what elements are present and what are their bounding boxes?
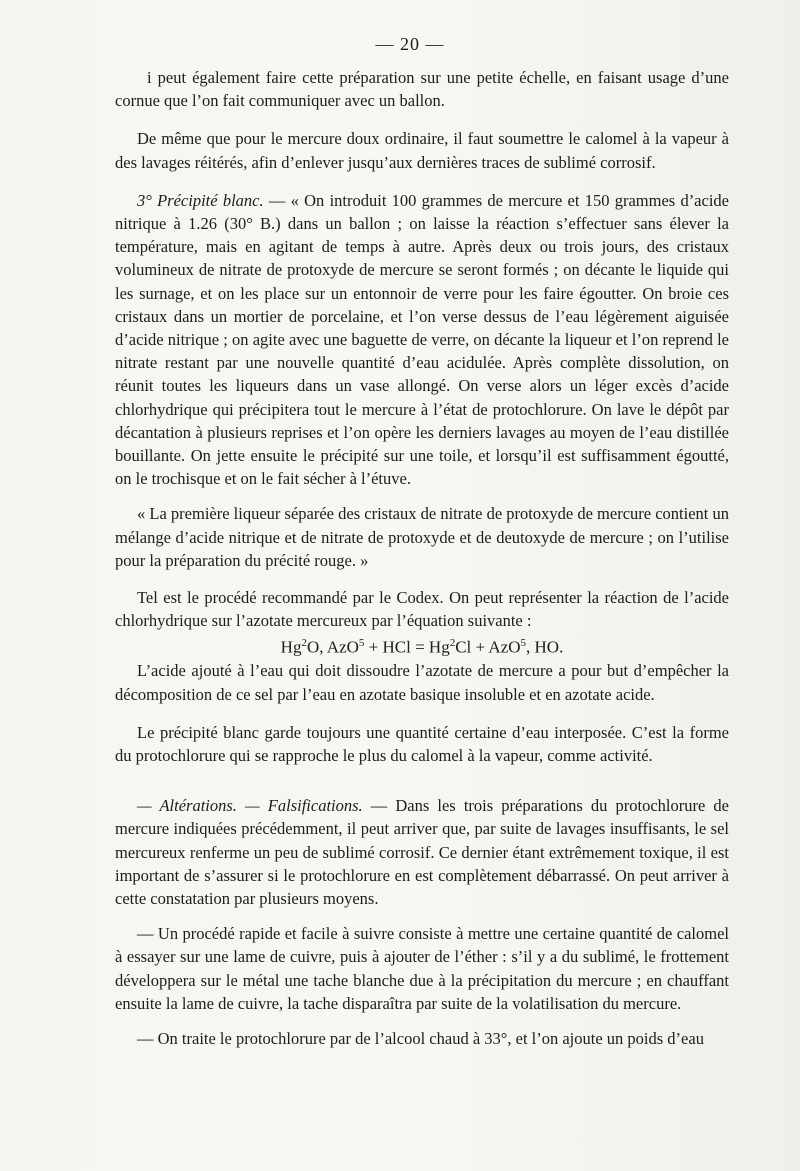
paragraph-1: i peut également faire cette préparation sur une petite échelle, en faisant usage d’une cornue que l’on fait communiquer avec un ballon. xyxy=(115,68,729,111)
page-number: — 20 — xyxy=(375,34,445,54)
paragraph-3-text: — « On introduit 100 grammes de mercure et 150 grammes d’acide nitrique à 1.26 (30° B.) dans un ballon ; on laisse la réaction s’effectuer sans élever la température, mais en agitant de temps à autre. Après deux ou trois jours, des cristaux volumineux de nitrate de protoxyde de mercure se seront formés ; on décante le liquide qui les surnage, et on les place sur un entonnoir de verre pour les faire égoutter. On broie ces cristaux dans un mortier de porcelaine, et l’on verse dessus de l’eau légèrement aiguisée d’acide nitrique ; on agite avec une baguette de verre, on décante la liqueur et l’on reprend le nitrate restant par une nouvelle quantité d’eau acidulée. Après complète dissolution, on réunit toutes les liqueurs dans un vase allongé. On verse alors un léger excès d’acide chlorhydrique qui précipitera tout le mercure à l’état de protochlorure. On lave le dépôt par décantation à plusieurs reprises et l’on opère les derniers lavages au moyen de l’eau distillée bouillante. On jette ensuite le précipité sur une toile, et lorsqu’il est suffisamment égoutté, on le trochisque et on le fait sécher à l’étuve. xyxy=(115,190,729,489)
paragraph-4: « La première liqueur séparée des cristaux de nitrate de protoxyde de mercure contient un mélange d’acide nitrique et de nitrate de protoxyde et de deutoxyde de mercure ; on l’utilise pour la préparation du précité rouge. » xyxy=(115,504,729,570)
section-heading-alterations: — Altérations. — Falsifications. xyxy=(137,796,363,816)
paragraph-10: — On traite le protochlorure par de l’alcool chaud à 33°, et l’on ajoute un poids d’eau xyxy=(137,1028,704,1048)
section-heading-precipite-blanc: 3° Précipité blanc. xyxy=(137,190,264,210)
paragraph-9: — Un procédé rapide et facile à suivre consiste à mettre une certaine quantité de calomel à essayer sur une lame de cuivre, puis à ajouter de l’éther : s’il y a du sublimé, le frottement développera sur le métal une tache blanche due à la précipitation du mercure ; en chauffant ensuite la lame de cuivre, la tache disparaîtra par suite de la volatilisation du mercure. xyxy=(115,924,729,1013)
paragraph-2: De même que pour le mercure doux ordinaire, il faut soumettre le calomel à la vapeur à des lavages réitérés, afin d’enlever jusqu’aux dernières traces de sublimé corrosif. xyxy=(115,129,729,172)
paragraph-3 xyxy=(115,189,729,491)
paragraph-5: Tel est le procédé recommandé par le Codex. On peut représenter la réaction de l’acide chlorhydrique sur l’azotate mercureux par l’équation suivante : xyxy=(115,588,729,631)
chemical-equation: Hg$^2$O, AzO$^5$ + HCl = $Hg^2Cl + AzO^5$, HO. xyxy=(280,637,564,658)
paragraph-8-text: — Dans les trois préparations du protochlorure de mercure indiquées précédemment, il peut arriver que, par suite de lavages insuffisants, le sel mercureux renferme un peu de sublimé corrosif. Ce dernier étant extrêmement toxique, il est important de s’assurer si le protochlorure en est complètement débarrassé. On peut arriver à cette constatation par plusieurs moyens. xyxy=(115,796,729,908)
paragraph-8 xyxy=(115,794,729,910)
paragraph-6: L’acide ajouté à l’eau qui doit dissoudre l’azotate de mercure a pour but d’empêcher la décomposition de ce sel par l’eau en azotate basique insoluble et en azotate acide. xyxy=(115,661,729,704)
paragraph-7: Le précipité blanc garde toujours une quantité certaine d’eau interposée. C’est la forme du protochlorure qui se rapproche le plus du calomel à la vapeur, comme activité. xyxy=(115,722,729,765)
page-body xyxy=(115,66,729,1050)
